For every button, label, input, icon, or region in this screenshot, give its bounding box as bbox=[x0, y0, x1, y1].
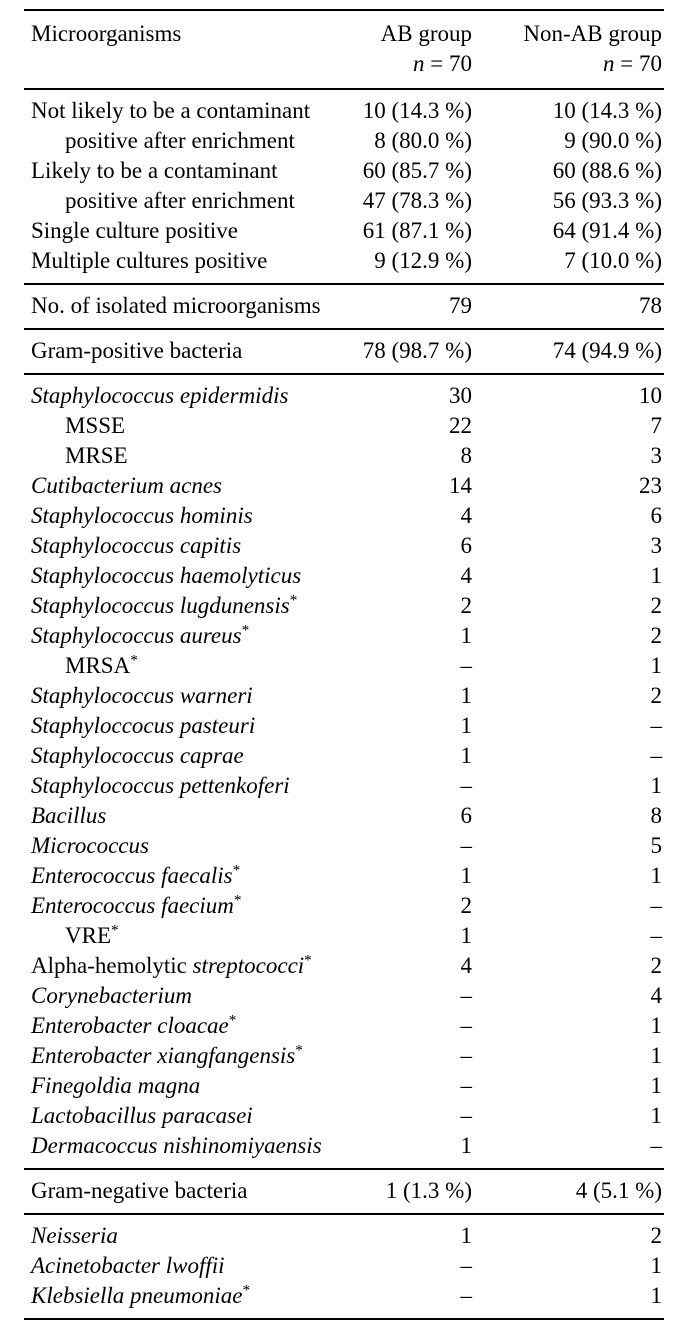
table-row bbox=[24, 216, 664, 246]
text-part: Staphylococcus caprae bbox=[31, 743, 244, 768]
text-part: Not likely to be a contaminant bbox=[31, 98, 311, 123]
non-ab-group-value: – bbox=[650, 893, 662, 918]
non-ab-group-value: – bbox=[650, 1133, 662, 1158]
text-part: Enterococcus faecium bbox=[31, 893, 234, 918]
asterisk-marker: * bbox=[233, 891, 242, 909]
text-part: Neisseria bbox=[31, 1223, 118, 1248]
ab-group-value: – bbox=[460, 1253, 472, 1278]
ab-group-value: 30 bbox=[449, 383, 472, 408]
ab-group-value: 1 (1.3 %) bbox=[385, 1178, 472, 1203]
non-ab-group-value: 60 (88.6 %) bbox=[552, 158, 662, 183]
text-part: Staphylococcus hominis bbox=[31, 503, 253, 528]
row-label bbox=[31, 96, 322, 126]
text-part: Likely to be a contaminant bbox=[31, 158, 278, 183]
non-ab-group-value: – bbox=[650, 743, 662, 768]
text-part: Dermacoccus nishinomiyaensis bbox=[31, 1133, 322, 1158]
text-part: Staphylococcus pettenkoferi bbox=[31, 773, 290, 798]
non-ab-group-value: 1 bbox=[650, 1043, 662, 1068]
text-part: Staphylococcus epidermidis bbox=[31, 383, 289, 408]
ab-group-value: 1 bbox=[460, 683, 472, 708]
text-part: Enterobacter cloacae bbox=[31, 1013, 229, 1038]
asterisk-marker: * bbox=[111, 921, 119, 939]
row-label bbox=[31, 1071, 322, 1101]
text-part: Lactobacillus paracasei bbox=[31, 1103, 253, 1128]
row-label bbox=[31, 831, 322, 861]
row-label bbox=[31, 1011, 322, 1041]
text-part: Enterococcus faecalis bbox=[31, 863, 233, 888]
text-part: Corynebacterium bbox=[31, 983, 192, 1008]
ab-group-value: 2 bbox=[460, 593, 472, 618]
row-label bbox=[31, 1176, 322, 1206]
non-ab-group-value: 1 bbox=[650, 773, 662, 798]
table-row bbox=[24, 501, 664, 531]
asterisk-marker: * bbox=[232, 861, 241, 879]
asterisk-marker: * bbox=[295, 1041, 303, 1059]
text-part: Klebsiella pneumoniae bbox=[31, 1283, 243, 1308]
ab-group-value: 78 (98.7 %) bbox=[362, 338, 472, 363]
table-row bbox=[24, 651, 664, 681]
text-part: Cutibacterium acnes bbox=[31, 473, 222, 498]
non-ab-group-value: 1 bbox=[650, 1283, 662, 1308]
table-row bbox=[24, 1176, 664, 1206]
section-gram-positive-summary bbox=[24, 330, 664, 373]
row-label bbox=[31, 471, 322, 501]
non-ab-group-value: 56 (93.3 %) bbox=[552, 188, 662, 213]
row-label bbox=[31, 921, 322, 951]
ab-group-value: 2 bbox=[460, 893, 472, 918]
non-ab-group-value: 6 bbox=[650, 503, 662, 528]
table-row bbox=[24, 246, 664, 276]
ab-group-value: 1 bbox=[460, 713, 472, 738]
ab-group-value: 1 bbox=[460, 623, 472, 648]
table-row bbox=[24, 291, 664, 321]
text-part: No. of isolated microorganisms bbox=[31, 293, 321, 318]
table-row bbox=[24, 441, 664, 471]
text-part: Staphyloccocus pasteuri bbox=[31, 713, 256, 738]
text-part: Acinetobacter lwoffii bbox=[31, 1253, 225, 1278]
row-label bbox=[31, 1101, 322, 1131]
row-label bbox=[31, 186, 322, 216]
row-label bbox=[31, 771, 322, 801]
ab-group-value: 79 bbox=[449, 293, 472, 318]
non-ab-group-value: 64 (91.4 %) bbox=[552, 218, 662, 243]
non-ab-group-value: 2 bbox=[650, 683, 662, 708]
row-label bbox=[31, 621, 322, 651]
section-gram-negative-summary bbox=[24, 1170, 664, 1213]
table-row bbox=[24, 771, 664, 801]
header-col-microorganisms bbox=[31, 19, 322, 79]
table-row bbox=[24, 186, 664, 216]
non-ab-group-value: 74 (94.9 %) bbox=[552, 338, 662, 363]
table-row bbox=[24, 561, 664, 591]
ab-group-value: – bbox=[460, 1013, 472, 1038]
text-part: Micrococcus bbox=[31, 833, 149, 858]
table-row bbox=[24, 711, 664, 741]
text-part: MRSE bbox=[65, 443, 128, 468]
row-label bbox=[31, 336, 322, 366]
text-part: Staphylococcus aureus bbox=[31, 623, 242, 648]
ab-group-value: – bbox=[460, 1103, 472, 1128]
section-contaminant-summary bbox=[24, 90, 664, 283]
table-row bbox=[24, 1221, 664, 1251]
ab-group-value: 14 bbox=[449, 473, 472, 498]
row-label bbox=[31, 531, 322, 561]
text-part: MRSA bbox=[65, 653, 131, 678]
row-label bbox=[31, 1041, 322, 1071]
text-part: Staphylococcus warneri bbox=[31, 683, 253, 708]
row-label bbox=[31, 246, 322, 276]
text-part: Single culture positive bbox=[31, 218, 238, 243]
table-row bbox=[24, 591, 664, 621]
table-row bbox=[24, 1071, 664, 1101]
non-ab-group-value: – bbox=[650, 713, 662, 738]
ab-group-value: 22 bbox=[449, 413, 472, 438]
table-row bbox=[24, 1281, 664, 1311]
ab-group-value: 1 bbox=[460, 923, 472, 948]
text-part: Staphylococcus lugdunensis bbox=[31, 593, 290, 618]
ab-group-value: – bbox=[460, 1283, 472, 1308]
row-label bbox=[31, 561, 322, 591]
table-row bbox=[24, 1101, 664, 1131]
ab-group-value: 8 bbox=[460, 443, 472, 468]
header-line bbox=[472, 19, 662, 49]
ab-group-value: 4 bbox=[460, 503, 472, 528]
non-ab-group-value: 3 bbox=[650, 443, 662, 468]
table-row bbox=[24, 981, 664, 1011]
table-row bbox=[24, 681, 664, 711]
non-ab-group-value: 2 bbox=[650, 1223, 662, 1248]
table-row bbox=[24, 381, 664, 411]
ab-group-value: – bbox=[460, 1073, 472, 1098]
row-label bbox=[31, 126, 322, 156]
text-part: VRE bbox=[65, 923, 111, 948]
header-line bbox=[322, 49, 472, 79]
section-gram-positive-species bbox=[24, 375, 664, 1168]
non-ab-group-value: 23 bbox=[639, 473, 662, 498]
text-part: Gram-negative bacteria bbox=[31, 1178, 248, 1203]
non-ab-group-value: 1 bbox=[650, 1253, 662, 1278]
non-ab-group-value: 1 bbox=[650, 653, 662, 678]
row-label bbox=[31, 741, 322, 771]
header-col-non-ab-group bbox=[472, 19, 662, 79]
non-ab-group-value: 1 bbox=[650, 863, 662, 888]
table-header bbox=[24, 11, 664, 88]
row-label bbox=[31, 1221, 322, 1251]
non-ab-group-value: 1 bbox=[650, 563, 662, 588]
ab-group-value: 4 bbox=[460, 563, 472, 588]
non-ab-group-value: 8 bbox=[650, 803, 662, 828]
text-part: positive after enrichment bbox=[65, 188, 295, 213]
non-ab-group-value: 2 bbox=[650, 953, 662, 978]
text-part: MSSE bbox=[65, 413, 126, 438]
text-part: Non-AB group bbox=[523, 21, 662, 46]
row-label bbox=[31, 651, 322, 681]
table-row bbox=[24, 336, 664, 366]
row-label bbox=[31, 951, 322, 981]
text-part: = 70 bbox=[614, 51, 662, 76]
text-part: streptococci bbox=[192, 953, 305, 978]
row-label bbox=[31, 711, 322, 741]
ab-group-value: 6 bbox=[460, 533, 472, 558]
asterisk-marker: * bbox=[130, 651, 138, 669]
table-row bbox=[24, 951, 664, 981]
ab-group-value: 1 bbox=[460, 1223, 472, 1248]
text-part: Finegoldia magna bbox=[31, 1073, 201, 1098]
row-label bbox=[31, 1251, 322, 1281]
table-row bbox=[24, 126, 664, 156]
row-label bbox=[31, 861, 322, 891]
table-row bbox=[24, 741, 664, 771]
table-row bbox=[24, 531, 664, 561]
table-row bbox=[24, 156, 664, 186]
table-row bbox=[24, 96, 664, 126]
non-ab-group-value: 4 (5.1 %) bbox=[575, 1178, 662, 1203]
table-body bbox=[24, 90, 664, 1318]
text-part: Staphylococcus haemolyticus bbox=[31, 563, 302, 588]
text-part: positive after enrichment bbox=[65, 128, 295, 153]
asterisk-marker: * bbox=[241, 621, 250, 639]
ab-group-value: 60 (85.7 %) bbox=[362, 158, 472, 183]
table-row bbox=[24, 471, 664, 501]
non-ab-group-value: 10 (14.3 %) bbox=[552, 98, 662, 123]
text-part: Alpha-hemolytic bbox=[31, 953, 193, 978]
text-part: n bbox=[413, 51, 425, 76]
row-label bbox=[31, 216, 322, 246]
row-label bbox=[31, 501, 322, 531]
text-part: Multiple cultures positive bbox=[31, 248, 268, 273]
non-ab-group-value: 10 bbox=[639, 383, 662, 408]
section-isolated-count bbox=[24, 285, 664, 328]
row-label bbox=[31, 981, 322, 1011]
ab-group-value: 1 bbox=[460, 863, 472, 888]
text-part: Staphylococcus capitis bbox=[31, 533, 242, 558]
text-part: Bacillus bbox=[31, 803, 107, 828]
table-row bbox=[24, 801, 664, 831]
ab-group-value: 47 (78.3 %) bbox=[362, 188, 472, 213]
row-label bbox=[31, 291, 322, 321]
asterisk-marker: * bbox=[304, 951, 312, 969]
table-row bbox=[24, 891, 664, 921]
row-label bbox=[31, 381, 322, 411]
ab-group-value: 8 (80.0 %) bbox=[374, 128, 472, 153]
table-row bbox=[24, 1041, 664, 1071]
non-ab-group-value: 1 bbox=[650, 1073, 662, 1098]
ab-group-value: 10 (14.3 %) bbox=[362, 98, 472, 123]
table-row bbox=[24, 411, 664, 441]
ab-group-value: 9 (12.9 %) bbox=[374, 248, 472, 273]
text-part: n bbox=[603, 51, 615, 76]
asterisk-marker: * bbox=[242, 1281, 251, 1299]
row-label bbox=[31, 1281, 322, 1311]
row-label bbox=[31, 591, 322, 621]
ab-group-value: – bbox=[460, 983, 472, 1008]
non-ab-group-value: 1 bbox=[650, 1013, 662, 1038]
header-col-ab-group bbox=[322, 19, 472, 79]
text-part: = 70 bbox=[424, 51, 472, 76]
header-line bbox=[472, 49, 662, 79]
table-row bbox=[24, 861, 664, 891]
text-part: Gram-positive bacteria bbox=[31, 338, 243, 363]
non-ab-group-value: 7 (10.0 %) bbox=[564, 248, 662, 273]
non-ab-group-value: 2 bbox=[650, 623, 662, 648]
ab-group-value: – bbox=[460, 653, 472, 678]
non-ab-group-value: 78 bbox=[639, 293, 662, 318]
table-row bbox=[24, 921, 664, 951]
table-row bbox=[24, 1131, 664, 1161]
ab-group-value: 6 bbox=[460, 803, 472, 828]
section-gram-negative-species bbox=[24, 1215, 664, 1318]
asterisk-marker: * bbox=[228, 1011, 237, 1029]
header-line bbox=[322, 19, 472, 49]
text-part: Microorganisms bbox=[31, 21, 182, 46]
ab-group-value: 1 bbox=[460, 1133, 472, 1158]
non-ab-group-value: 3 bbox=[650, 533, 662, 558]
table-row bbox=[24, 621, 664, 651]
ab-group-value: 4 bbox=[460, 953, 472, 978]
ab-group-value: 1 bbox=[460, 743, 472, 768]
non-ab-group-value: 2 bbox=[650, 593, 662, 618]
row-label bbox=[31, 891, 322, 921]
non-ab-group-value: – bbox=[650, 923, 662, 948]
row-label bbox=[31, 1131, 322, 1161]
non-ab-group-value: 4 bbox=[650, 983, 662, 1008]
ab-group-value: – bbox=[460, 1043, 472, 1068]
non-ab-group-value: 1 bbox=[650, 1103, 662, 1128]
table-bottom-rule bbox=[24, 1318, 664, 1320]
ab-group-value: – bbox=[460, 773, 472, 798]
table-row bbox=[24, 831, 664, 861]
ab-group-value: – bbox=[460, 833, 472, 858]
table-row bbox=[24, 1011, 664, 1041]
text-part: AB group bbox=[380, 21, 472, 46]
row-label bbox=[31, 156, 322, 186]
row-label bbox=[31, 411, 322, 441]
non-ab-group-value: 5 bbox=[650, 833, 662, 858]
asterisk-marker: * bbox=[289, 591, 298, 609]
row-label bbox=[31, 681, 322, 711]
row-label bbox=[31, 801, 322, 831]
table-row bbox=[24, 1251, 664, 1281]
text-part: Enterobacter xiangfangensis bbox=[31, 1043, 296, 1068]
row-label bbox=[31, 441, 322, 471]
non-ab-group-value: 7 bbox=[650, 413, 662, 438]
ab-group-value: 61 (87.1 %) bbox=[362, 218, 472, 243]
non-ab-group-value: 9 (90.0 %) bbox=[564, 128, 662, 153]
header-line bbox=[31, 19, 322, 49]
